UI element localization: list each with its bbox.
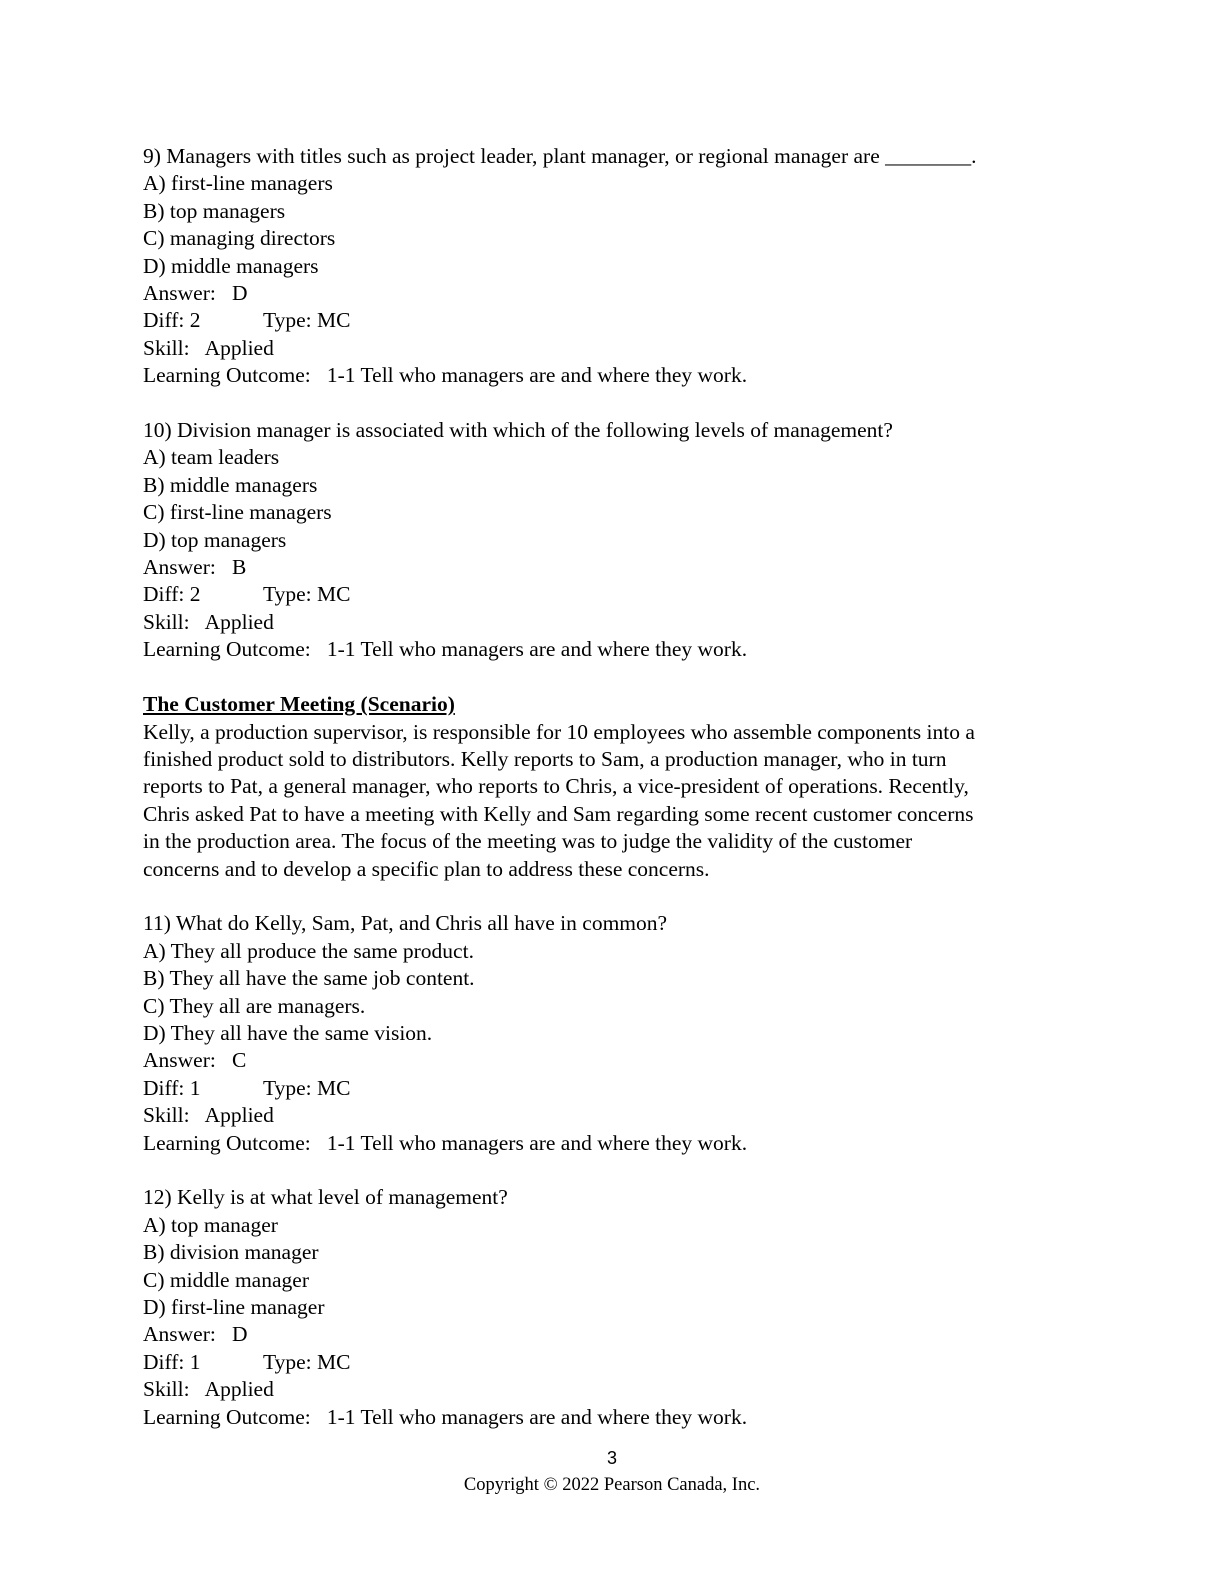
scenario-text-line: Chris asked Pat to have a meeting with Kelly and Sam regarding some recent customer concerns: [143, 801, 974, 826]
answer-option: B) division manager: [143, 1240, 319, 1265]
outcome-label: Learning Outcome:: [143, 363, 311, 388]
answer-option: A) They all produce the same product.: [143, 938, 474, 963]
document-body: [143, 143, 1083, 1431]
answer-option: D) middle managers: [143, 253, 319, 278]
answer-line: [143, 280, 1083, 307]
skill-value: Applied: [204, 335, 274, 360]
answer-option: D) first-line manager: [143, 1295, 325, 1319]
question-stem: 9) Managers with titles such as project leader, plant manager, or regional manager are ________.: [143, 144, 977, 168]
question-stem: 11) What do Kelly, Sam, Pat, and Chris all have in common?: [143, 911, 668, 936]
spacer: [143, 883, 1083, 910]
answer-option: A) top manager: [143, 1212, 278, 1237]
skill-label: Skill:: [143, 1103, 190, 1128]
answer-value: D: [231, 1322, 248, 1347]
answer-option: B) They all have the same job content.: [143, 966, 475, 991]
diff-label: Diff: 1: [143, 1349, 201, 1374]
spacer: [143, 390, 1083, 417]
scenario-text-line: finished product sold to distributors. Kelly reports to Sam, a production manager, who in turn: [143, 746, 947, 771]
answer-option: C) They all are managers.: [143, 993, 366, 1018]
skill-line: [143, 1376, 1083, 1403]
skill-value: Applied: [204, 1103, 274, 1128]
diff-type-line: [143, 581, 1083, 608]
type-label: Type: MC: [263, 308, 351, 333]
scenario-text-line: reports to Pat, a general manager, who reports to Chris, a vice-president of operations. Recently,: [143, 774, 969, 799]
answer-line: [143, 554, 1083, 581]
answer-option: D) They all have the same vision.: [143, 1020, 433, 1045]
answer-value: D: [231, 281, 248, 306]
skill-label: Skill:: [143, 335, 190, 360]
diff-type-line: [143, 1349, 1083, 1376]
type-label: Type: MC: [263, 1349, 351, 1374]
outcome-line: [143, 362, 1083, 389]
outcome-value: 1-1 Tell who managers are and where they work.: [326, 1404, 748, 1429]
scenario-text-line: in the production area. The focus of the meeting was to judge the validity of the customer: [143, 829, 913, 854]
outcome-value: 1-1 Tell who managers are and where they work.: [326, 1130, 748, 1155]
question-block: [143, 417, 1083, 664]
outcome-label: Learning Outcome:: [143, 637, 311, 662]
outcome-line: [143, 1404, 1083, 1431]
question-stem: 10) Division manager is associated with which of the following levels of management?: [143, 418, 893, 443]
answer-option: A) team leaders: [143, 445, 280, 470]
answer-value: B: [231, 555, 247, 580]
diff-type-line: [143, 307, 1083, 334]
outcome-line: [143, 1130, 1083, 1157]
diff-label: Diff: 2: [143, 308, 201, 333]
skill-label: Skill:: [143, 1377, 190, 1402]
scenario-text-line: Kelly, a production supervisor, is responsible for 10 employees who assemble components into a: [143, 719, 975, 744]
diff-type-line: [143, 1075, 1083, 1102]
answer-option: A) first-line managers: [143, 171, 333, 196]
diff-label: Diff: 1: [143, 1075, 201, 1100]
answer-line: [143, 1321, 1083, 1348]
skill-line: [143, 335, 1083, 362]
outcome-value: 1-1 Tell who managers are and where they work.: [326, 637, 748, 662]
spacer: [143, 1157, 1083, 1184]
answer-value: C: [231, 1048, 247, 1073]
skill-value: Applied: [204, 609, 274, 634]
outcome-value: 1-1 Tell who managers are and where they work.: [326, 363, 748, 388]
answer-line: [143, 1047, 1083, 1074]
outcome-label: Learning Outcome:: [143, 1130, 311, 1155]
outcome-line: [143, 636, 1083, 663]
question-stem: 12) Kelly is at what level of management?: [143, 1185, 508, 1210]
answer-label: Answer:: [143, 1048, 216, 1073]
scenario-text-line: concerns and to develop a specific plan to address these concerns.: [143, 856, 710, 881]
page-number: 3: [606, 1448, 617, 1468]
answer-option: C) first-line managers: [143, 500, 332, 525]
question-block: [143, 143, 1083, 390]
skill-line: [143, 609, 1083, 636]
type-label: Type: MC: [263, 1075, 351, 1100]
scenario-heading: The Customer Meeting (Scenario): [143, 692, 455, 717]
answer-option: C) managing directors: [143, 226, 336, 251]
spacer: [143, 664, 1083, 691]
answer-option: B) middle managers: [143, 472, 318, 497]
question-block: [143, 910, 1083, 1157]
answer-option: C) middle manager: [143, 1267, 309, 1292]
diff-label: Diff: 2: [143, 582, 201, 607]
answer-label: Answer:: [143, 1322, 216, 1347]
answer-label: Answer:: [143, 281, 216, 306]
skill-line: [143, 1102, 1083, 1129]
scenario-block: [143, 691, 1083, 883]
type-label: Type: MC: [263, 582, 351, 607]
copyright-notice: Copyright © 2022 Pearson Canada, Inc.: [463, 1475, 761, 1495]
answer-label: Answer:: [143, 555, 216, 580]
outcome-label: Learning Outcome:: [143, 1404, 311, 1429]
answer-option: B) top managers: [143, 198, 286, 223]
skill-label: Skill:: [143, 609, 190, 634]
question-block: [143, 1184, 1083, 1431]
answer-option: D) top managers: [143, 527, 287, 552]
skill-value: Applied: [204, 1377, 274, 1402]
